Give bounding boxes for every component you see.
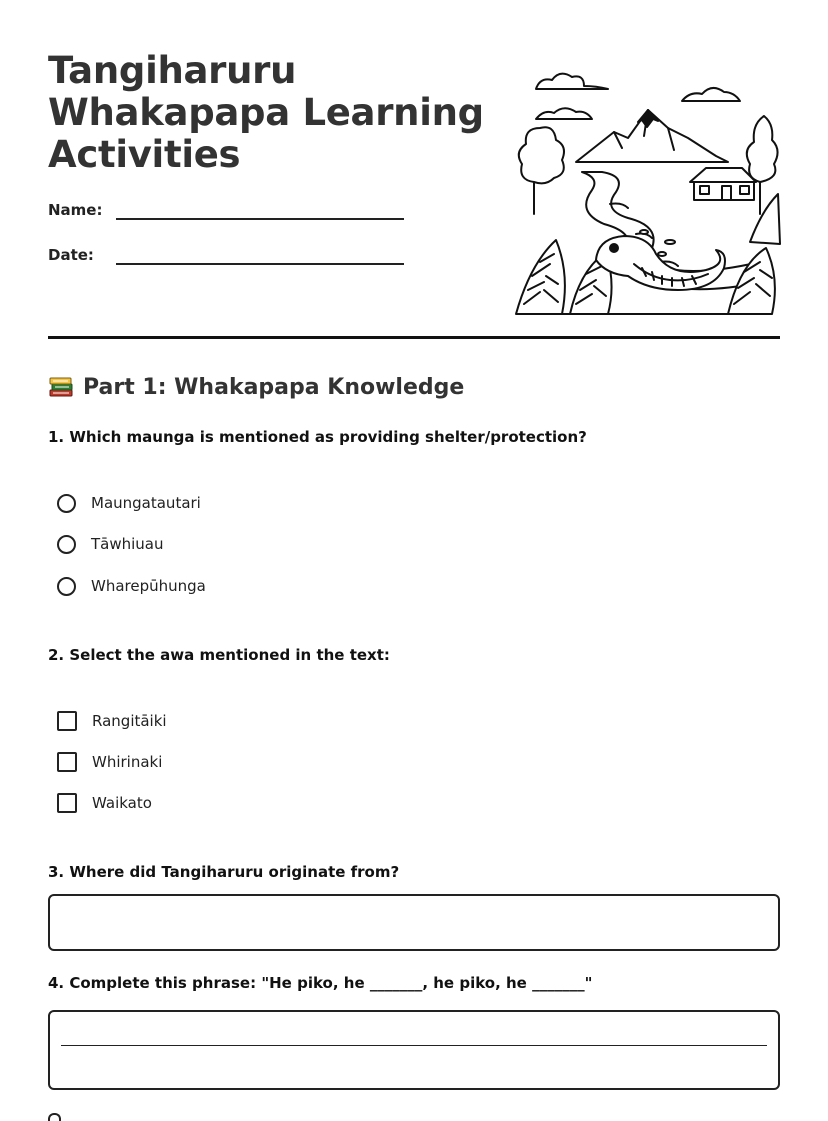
option-label: Wharepūhunga — [91, 577, 206, 595]
checkbox[interactable] — [57, 711, 77, 731]
option-label: Waikato — [92, 794, 152, 812]
q1-option-2[interactable] — [57, 532, 164, 556]
q2-option-1[interactable] — [57, 709, 167, 733]
landscape-illustration-icon — [510, 64, 782, 320]
option-label: Rangitāiki — [92, 712, 167, 730]
option-label: Whirinaki — [92, 753, 163, 771]
title-line-2: Whakapapa Learning — [48, 91, 484, 134]
checkbox[interactable] — [57, 793, 77, 813]
q2-option-2[interactable] — [57, 750, 162, 774]
question-4: 4. Complete this phrase: "He piko, he _______, he piko, he _______" — [48, 974, 593, 992]
section-title-text: Part 1: Whakapapa Knowledge — [83, 374, 465, 400]
option-label: Tāwhiuau — [91, 535, 164, 553]
date-label: Date: — [48, 246, 94, 264]
fern-icon — [750, 194, 780, 244]
next-question-marker — [48, 1113, 61, 1121]
title-line-1: Tangiharuru — [48, 49, 297, 92]
house-icon — [690, 168, 756, 200]
q4-answer-box[interactable] — [48, 1010, 780, 1090]
radio-button[interactable] — [57, 577, 76, 596]
name-input-line[interactable] — [116, 218, 404, 220]
option-label: Maungatautari — [91, 494, 201, 512]
q3-answer-box[interactable] — [48, 894, 780, 951]
question-3: 3. Where did Tangiharuru originate from? — [48, 863, 400, 881]
date-input-line[interactable] — [116, 263, 404, 265]
cloud-icon — [536, 108, 592, 119]
question-1: 1. Which maunga is mentioned as providing shelter/protection? — [48, 428, 587, 446]
radio-button[interactable] — [57, 535, 76, 554]
section-title — [48, 374, 464, 400]
title-line-3: Activities — [48, 133, 241, 176]
q1-option-1[interactable] — [57, 491, 201, 515]
cloud-icon — [536, 74, 608, 89]
page-title — [48, 50, 488, 176]
q2-option-3[interactable] — [57, 791, 152, 815]
checkbox[interactable] — [57, 752, 77, 772]
name-field — [48, 201, 116, 219]
section-divider — [48, 336, 780, 339]
books-icon — [48, 374, 74, 400]
cloud-icon — [682, 88, 740, 101]
date-field — [48, 246, 116, 264]
answer-line — [61, 1045, 767, 1046]
radio-button[interactable] — [57, 494, 76, 513]
name-label: Name: — [48, 201, 103, 219]
q1-option-3[interactable] — [57, 574, 206, 598]
tree-icon — [519, 127, 564, 214]
question-2: 2. Select the awa mentioned in the text: — [48, 646, 390, 664]
